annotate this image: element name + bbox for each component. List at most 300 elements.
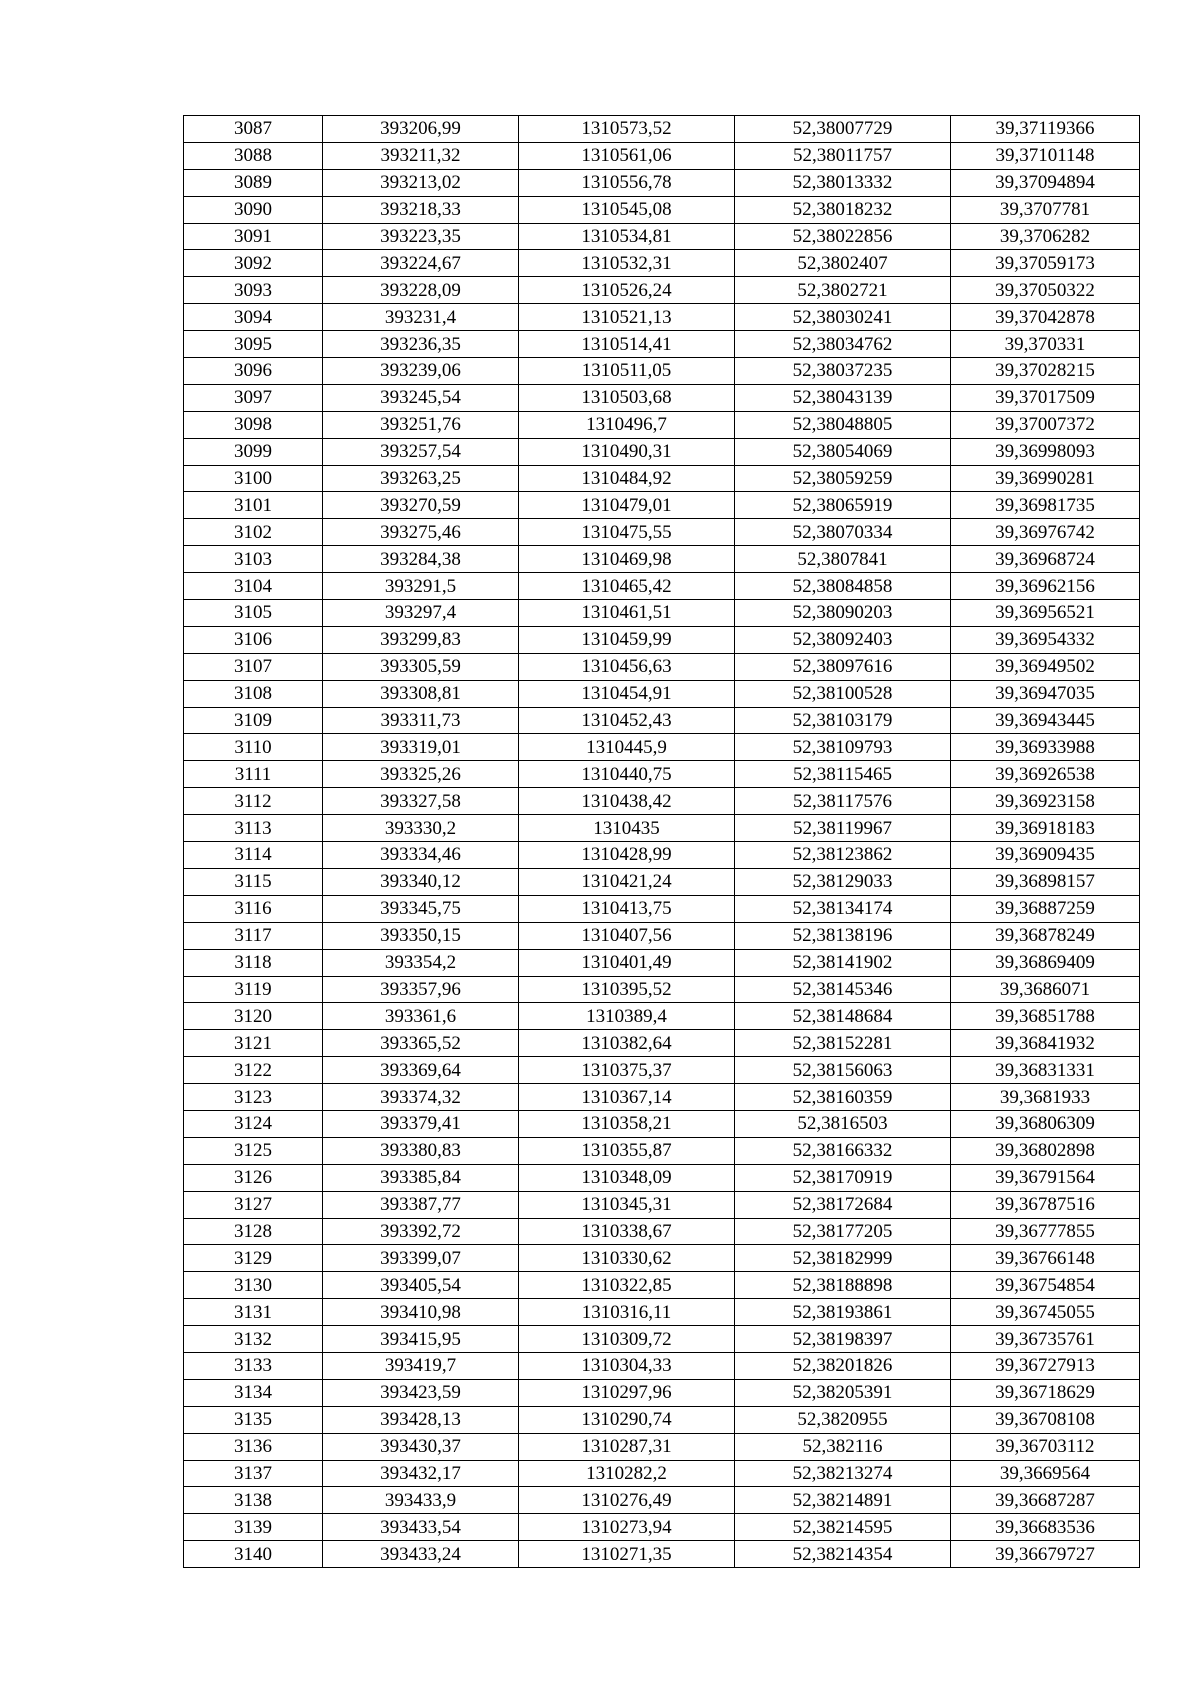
point-number-cell: 3090 — [184, 196, 323, 223]
table-row — [184, 788, 1140, 815]
point-number-cell: 3116 — [184, 895, 323, 922]
latitude-cell: 52,38193861 — [735, 1299, 951, 1326]
x-coordinate-cell: 393284,38 — [323, 546, 519, 573]
y-coordinate-cell: 1310452,43 — [519, 707, 735, 734]
x-coordinate-cell: 393228,09 — [323, 277, 519, 304]
point-number-cell: 3131 — [184, 1299, 323, 1326]
y-coordinate-cell: 1310438,42 — [519, 788, 735, 815]
longitude-cell: 39,36990281 — [951, 465, 1140, 492]
point-number-cell: 3102 — [184, 519, 323, 546]
longitude-cell: 39,36949502 — [951, 653, 1140, 680]
y-coordinate-cell: 1310545,08 — [519, 196, 735, 223]
x-coordinate-cell: 393432,17 — [323, 1460, 519, 1487]
longitude-cell: 39,3669564 — [951, 1460, 1140, 1487]
table-row — [184, 331, 1140, 358]
longitude-cell: 39,36869409 — [951, 949, 1140, 976]
x-coordinate-cell: 393211,32 — [323, 142, 519, 169]
table-row — [184, 976, 1140, 1003]
table-row — [184, 949, 1140, 976]
table-row — [184, 1272, 1140, 1299]
latitude-cell: 52,38129033 — [735, 868, 951, 895]
x-coordinate-cell: 393410,98 — [323, 1299, 519, 1326]
longitude-cell: 39,36766148 — [951, 1245, 1140, 1272]
point-number-cell: 3137 — [184, 1460, 323, 1487]
y-coordinate-cell: 1310413,75 — [519, 895, 735, 922]
longitude-cell: 39,36841932 — [951, 1030, 1140, 1057]
point-number-cell: 3096 — [184, 358, 323, 385]
latitude-cell: 52,38048805 — [735, 411, 951, 438]
latitude-cell: 52,38188898 — [735, 1272, 951, 1299]
x-coordinate-cell: 393357,96 — [323, 976, 519, 1003]
point-number-cell: 3089 — [184, 169, 323, 196]
longitude-cell: 39,36687287 — [951, 1487, 1140, 1514]
latitude-cell: 52,38145346 — [735, 976, 951, 1003]
point-number-cell: 3115 — [184, 868, 323, 895]
x-coordinate-cell: 393340,12 — [323, 868, 519, 895]
point-number-cell: 3100 — [184, 465, 323, 492]
point-number-cell: 3088 — [184, 142, 323, 169]
point-number-cell: 3122 — [184, 1057, 323, 1084]
table-row — [184, 277, 1140, 304]
coordinates-table — [183, 115, 1140, 1568]
latitude-cell: 52,3820955 — [735, 1406, 951, 1433]
point-number-cell: 3109 — [184, 707, 323, 734]
point-number-cell: 3126 — [184, 1164, 323, 1191]
longitude-cell: 39,36976742 — [951, 519, 1140, 546]
latitude-cell: 52,38084858 — [735, 573, 951, 600]
longitude-cell: 39,36981735 — [951, 492, 1140, 519]
longitude-cell: 39,36787516 — [951, 1191, 1140, 1218]
y-coordinate-cell: 1310348,09 — [519, 1164, 735, 1191]
longitude-cell: 39,36947035 — [951, 680, 1140, 707]
table-row — [184, 384, 1140, 411]
longitude-cell: 39,36851788 — [951, 1003, 1140, 1030]
latitude-cell: 52,38059259 — [735, 465, 951, 492]
longitude-cell: 39,36909435 — [951, 842, 1140, 869]
table-row — [184, 626, 1140, 653]
point-number-cell: 3134 — [184, 1379, 323, 1406]
point-number-cell: 3112 — [184, 788, 323, 815]
longitude-cell: 39,36727913 — [951, 1352, 1140, 1379]
point-number-cell: 3099 — [184, 438, 323, 465]
x-coordinate-cell: 393327,58 — [323, 788, 519, 815]
y-coordinate-cell: 1310316,11 — [519, 1299, 735, 1326]
x-coordinate-cell: 393433,9 — [323, 1487, 519, 1514]
table-row — [184, 169, 1140, 196]
latitude-cell: 52,38166332 — [735, 1137, 951, 1164]
latitude-cell: 52,38103179 — [735, 707, 951, 734]
table-row — [184, 1110, 1140, 1137]
longitude-cell: 39,36745055 — [951, 1299, 1140, 1326]
x-coordinate-cell: 393245,54 — [323, 384, 519, 411]
longitude-cell: 39,3706282 — [951, 223, 1140, 250]
longitude-cell: 39,37007372 — [951, 411, 1140, 438]
table-row — [184, 600, 1140, 627]
x-coordinate-cell: 393369,64 — [323, 1057, 519, 1084]
x-coordinate-cell: 393218,33 — [323, 196, 519, 223]
y-coordinate-cell: 1310338,67 — [519, 1218, 735, 1245]
longitude-cell: 39,36956521 — [951, 600, 1140, 627]
y-coordinate-cell: 1310435 — [519, 815, 735, 842]
point-number-cell: 3091 — [184, 223, 323, 250]
point-number-cell: 3119 — [184, 976, 323, 1003]
point-number-cell: 3135 — [184, 1406, 323, 1433]
latitude-cell: 52,38205391 — [735, 1379, 951, 1406]
point-number-cell: 3111 — [184, 761, 323, 788]
table-row — [184, 1326, 1140, 1353]
point-number-cell: 3123 — [184, 1084, 323, 1111]
x-coordinate-cell: 393354,2 — [323, 949, 519, 976]
table-row — [184, 573, 1140, 600]
latitude-cell: 52,38054069 — [735, 438, 951, 465]
latitude-cell: 52,38138196 — [735, 922, 951, 949]
latitude-cell: 52,38037235 — [735, 358, 951, 385]
latitude-cell: 52,38148684 — [735, 1003, 951, 1030]
point-number-cell: 3101 — [184, 492, 323, 519]
x-coordinate-cell: 393325,26 — [323, 761, 519, 788]
longitude-cell: 39,36887259 — [951, 895, 1140, 922]
y-coordinate-cell: 1310401,49 — [519, 949, 735, 976]
latitude-cell: 52,38100528 — [735, 680, 951, 707]
table-row — [184, 438, 1140, 465]
y-coordinate-cell: 1310469,98 — [519, 546, 735, 573]
y-coordinate-cell: 1310428,99 — [519, 842, 735, 869]
latitude-cell: 52,38018232 — [735, 196, 951, 223]
table-row — [184, 1245, 1140, 1272]
y-coordinate-cell: 1310511,05 — [519, 358, 735, 385]
y-coordinate-cell: 1310389,4 — [519, 1003, 735, 1030]
latitude-cell: 52,38013332 — [735, 169, 951, 196]
latitude-cell: 52,38160359 — [735, 1084, 951, 1111]
point-number-cell: 3105 — [184, 600, 323, 627]
longitude-cell: 39,370331 — [951, 331, 1140, 358]
point-number-cell: 3130 — [184, 1272, 323, 1299]
table-row — [184, 411, 1140, 438]
y-coordinate-cell: 1310297,96 — [519, 1379, 735, 1406]
longitude-cell: 39,37059173 — [951, 250, 1140, 277]
point-number-cell: 3125 — [184, 1137, 323, 1164]
latitude-cell: 52,38177205 — [735, 1218, 951, 1245]
table-row — [184, 1003, 1140, 1030]
y-coordinate-cell: 1310290,74 — [519, 1406, 735, 1433]
table-row — [184, 1379, 1140, 1406]
x-coordinate-cell: 393361,6 — [323, 1003, 519, 1030]
x-coordinate-cell: 393257,54 — [323, 438, 519, 465]
longitude-cell: 39,36708108 — [951, 1406, 1140, 1433]
table-row — [184, 1057, 1140, 1084]
y-coordinate-cell: 1310440,75 — [519, 761, 735, 788]
latitude-cell: 52,38043139 — [735, 384, 951, 411]
latitude-cell: 52,38170919 — [735, 1164, 951, 1191]
x-coordinate-cell: 393299,83 — [323, 626, 519, 653]
x-coordinate-cell: 393392,72 — [323, 1218, 519, 1245]
longitude-cell: 39,37050322 — [951, 277, 1140, 304]
x-coordinate-cell: 393415,95 — [323, 1326, 519, 1353]
x-coordinate-cell: 393374,32 — [323, 1084, 519, 1111]
longitude-cell: 39,36679727 — [951, 1541, 1140, 1568]
x-coordinate-cell: 393275,46 — [323, 519, 519, 546]
y-coordinate-cell: 1310287,31 — [519, 1433, 735, 1460]
x-coordinate-cell: 393345,75 — [323, 895, 519, 922]
x-coordinate-cell: 393433,54 — [323, 1514, 519, 1541]
latitude-cell: 52,38152281 — [735, 1030, 951, 1057]
longitude-cell: 39,37028215 — [951, 358, 1140, 385]
y-coordinate-cell: 1310526,24 — [519, 277, 735, 304]
x-coordinate-cell: 393430,37 — [323, 1433, 519, 1460]
longitude-cell: 39,36831331 — [951, 1057, 1140, 1084]
point-number-cell: 3092 — [184, 250, 323, 277]
latitude-cell: 52,38115465 — [735, 761, 951, 788]
latitude-cell: 52,38117576 — [735, 788, 951, 815]
table-row — [184, 116, 1140, 143]
latitude-cell: 52,38198397 — [735, 1326, 951, 1353]
point-number-cell: 3121 — [184, 1030, 323, 1057]
y-coordinate-cell: 1310322,85 — [519, 1272, 735, 1299]
point-number-cell: 3095 — [184, 331, 323, 358]
point-number-cell: 3136 — [184, 1433, 323, 1460]
x-coordinate-cell: 393380,83 — [323, 1137, 519, 1164]
longitude-cell: 39,37042878 — [951, 304, 1140, 331]
x-coordinate-cell: 393428,13 — [323, 1406, 519, 1433]
table-row — [184, 868, 1140, 895]
point-number-cell: 3098 — [184, 411, 323, 438]
point-number-cell: 3094 — [184, 304, 323, 331]
point-number-cell: 3124 — [184, 1110, 323, 1137]
latitude-cell: 52,38097616 — [735, 653, 951, 680]
y-coordinate-cell: 1310514,41 — [519, 331, 735, 358]
y-coordinate-cell: 1310479,01 — [519, 492, 735, 519]
point-number-cell: 3108 — [184, 680, 323, 707]
y-coordinate-cell: 1310503,68 — [519, 384, 735, 411]
latitude-cell: 52,38011757 — [735, 142, 951, 169]
longitude-cell: 39,36791564 — [951, 1164, 1140, 1191]
longitude-cell: 39,36754854 — [951, 1272, 1140, 1299]
point-number-cell: 3132 — [184, 1326, 323, 1353]
x-coordinate-cell: 393236,35 — [323, 331, 519, 358]
y-coordinate-cell: 1310484,92 — [519, 465, 735, 492]
table-row — [184, 922, 1140, 949]
longitude-cell: 39,36933988 — [951, 734, 1140, 761]
longitude-cell: 39,3707781 — [951, 196, 1140, 223]
table-row — [184, 546, 1140, 573]
latitude-cell: 52,38214354 — [735, 1541, 951, 1568]
latitude-cell: 52,38214595 — [735, 1514, 951, 1541]
y-coordinate-cell: 1310456,63 — [519, 653, 735, 680]
point-number-cell: 3097 — [184, 384, 323, 411]
table-row — [184, 519, 1140, 546]
x-coordinate-cell: 393334,46 — [323, 842, 519, 869]
latitude-cell: 52,38065919 — [735, 492, 951, 519]
longitude-cell: 39,37094894 — [951, 169, 1140, 196]
longitude-cell: 39,36806309 — [951, 1110, 1140, 1137]
table-row — [184, 1137, 1140, 1164]
table-row — [184, 653, 1140, 680]
point-number-cell: 3104 — [184, 573, 323, 600]
y-coordinate-cell: 1310556,78 — [519, 169, 735, 196]
latitude-cell: 52,38134174 — [735, 895, 951, 922]
x-coordinate-cell: 393291,5 — [323, 573, 519, 600]
table-row — [184, 1460, 1140, 1487]
y-coordinate-cell: 1310282,2 — [519, 1460, 735, 1487]
table-row — [184, 1030, 1140, 1057]
latitude-cell: 52,38172684 — [735, 1191, 951, 1218]
y-coordinate-cell: 1310490,31 — [519, 438, 735, 465]
x-coordinate-cell: 393330,2 — [323, 815, 519, 842]
longitude-cell: 39,36998093 — [951, 438, 1140, 465]
latitude-cell: 52,38141902 — [735, 949, 951, 976]
point-number-cell: 3103 — [184, 546, 323, 573]
x-coordinate-cell: 393239,06 — [323, 358, 519, 385]
point-number-cell: 3138 — [184, 1487, 323, 1514]
x-coordinate-cell: 393423,59 — [323, 1379, 519, 1406]
point-number-cell: 3140 — [184, 1541, 323, 1568]
latitude-cell: 52,38156063 — [735, 1057, 951, 1084]
y-coordinate-cell: 1310573,52 — [519, 116, 735, 143]
latitude-cell: 52,38034762 — [735, 331, 951, 358]
table-row — [184, 1406, 1140, 1433]
y-coordinate-cell: 1310496,7 — [519, 411, 735, 438]
table-row — [184, 895, 1140, 922]
point-number-cell: 3107 — [184, 653, 323, 680]
table-row — [184, 1084, 1140, 1111]
table-row — [184, 223, 1140, 250]
longitude-cell: 39,36918183 — [951, 815, 1140, 842]
table-row — [184, 680, 1140, 707]
longitude-cell: 39,36777855 — [951, 1218, 1140, 1245]
point-number-cell: 3087 — [184, 116, 323, 143]
latitude-cell: 52,38090203 — [735, 600, 951, 627]
x-coordinate-cell: 393224,67 — [323, 250, 519, 277]
x-coordinate-cell: 393405,54 — [323, 1272, 519, 1299]
table-row — [184, 1218, 1140, 1245]
y-coordinate-cell: 1310534,81 — [519, 223, 735, 250]
x-coordinate-cell: 393231,4 — [323, 304, 519, 331]
x-coordinate-cell: 393379,41 — [323, 1110, 519, 1137]
point-number-cell: 3129 — [184, 1245, 323, 1272]
longitude-cell: 39,36943445 — [951, 707, 1140, 734]
longitude-cell: 39,36962156 — [951, 573, 1140, 600]
latitude-cell: 52,38109793 — [735, 734, 951, 761]
latitude-cell: 52,3816503 — [735, 1110, 951, 1137]
latitude-cell: 52,38214891 — [735, 1487, 951, 1514]
latitude-cell: 52,38022856 — [735, 223, 951, 250]
y-coordinate-cell: 1310358,21 — [519, 1110, 735, 1137]
y-coordinate-cell: 1310454,91 — [519, 680, 735, 707]
y-coordinate-cell: 1310271,35 — [519, 1541, 735, 1568]
point-number-cell: 3133 — [184, 1352, 323, 1379]
table-row — [184, 1514, 1140, 1541]
longitude-cell: 39,37119366 — [951, 116, 1140, 143]
y-coordinate-cell: 1310421,24 — [519, 868, 735, 895]
x-coordinate-cell: 393311,73 — [323, 707, 519, 734]
y-coordinate-cell: 1310330,62 — [519, 1245, 735, 1272]
longitude-cell: 39,36735761 — [951, 1326, 1140, 1353]
point-number-cell: 3120 — [184, 1003, 323, 1030]
point-number-cell: 3128 — [184, 1218, 323, 1245]
y-coordinate-cell: 1310532,31 — [519, 250, 735, 277]
table-row — [184, 707, 1140, 734]
longitude-cell: 39,36923158 — [951, 788, 1140, 815]
table-row — [184, 492, 1140, 519]
coordinates-table-body — [184, 116, 1140, 1568]
table-row — [184, 1541, 1140, 1568]
x-coordinate-cell: 393297,4 — [323, 600, 519, 627]
table-row — [184, 1299, 1140, 1326]
x-coordinate-cell: 393385,84 — [323, 1164, 519, 1191]
longitude-cell: 39,3681933 — [951, 1084, 1140, 1111]
point-number-cell: 3117 — [184, 922, 323, 949]
y-coordinate-cell: 1310407,56 — [519, 922, 735, 949]
table-row — [184, 734, 1140, 761]
table-row — [184, 196, 1140, 223]
x-coordinate-cell: 393270,59 — [323, 492, 519, 519]
y-coordinate-cell: 1310475,55 — [519, 519, 735, 546]
point-number-cell: 3114 — [184, 842, 323, 869]
y-coordinate-cell: 1310521,13 — [519, 304, 735, 331]
point-number-cell: 3093 — [184, 277, 323, 304]
latitude-cell: 52,38213274 — [735, 1460, 951, 1487]
point-number-cell: 3139 — [184, 1514, 323, 1541]
x-coordinate-cell: 393433,24 — [323, 1541, 519, 1568]
point-number-cell: 3110 — [184, 734, 323, 761]
table-row — [184, 1164, 1140, 1191]
y-coordinate-cell: 1310304,33 — [519, 1352, 735, 1379]
point-number-cell: 3106 — [184, 626, 323, 653]
x-coordinate-cell: 393399,07 — [323, 1245, 519, 1272]
longitude-cell: 39,36926538 — [951, 761, 1140, 788]
table-row — [184, 842, 1140, 869]
latitude-cell: 52,38092403 — [735, 626, 951, 653]
longitude-cell: 39,36968724 — [951, 546, 1140, 573]
table-row — [184, 465, 1140, 492]
x-coordinate-cell: 393206,99 — [323, 116, 519, 143]
y-coordinate-cell: 1310355,87 — [519, 1137, 735, 1164]
y-coordinate-cell: 1310375,37 — [519, 1057, 735, 1084]
x-coordinate-cell: 393350,15 — [323, 922, 519, 949]
latitude-cell: 52,38123862 — [735, 842, 951, 869]
table-row — [184, 304, 1140, 331]
table-row — [184, 142, 1140, 169]
y-coordinate-cell: 1310382,64 — [519, 1030, 735, 1057]
y-coordinate-cell: 1310276,49 — [519, 1487, 735, 1514]
longitude-cell: 39,36878249 — [951, 922, 1140, 949]
latitude-cell: 52,38182999 — [735, 1245, 951, 1272]
y-coordinate-cell: 1310465,42 — [519, 573, 735, 600]
point-number-cell: 3127 — [184, 1191, 323, 1218]
latitude-cell: 52,38007729 — [735, 116, 951, 143]
latitude-cell: 52,38119967 — [735, 815, 951, 842]
longitude-cell: 39,36703112 — [951, 1433, 1140, 1460]
longitude-cell: 39,36954332 — [951, 626, 1140, 653]
x-coordinate-cell: 393419,7 — [323, 1352, 519, 1379]
y-coordinate-cell: 1310461,51 — [519, 600, 735, 627]
x-coordinate-cell: 393251,76 — [323, 411, 519, 438]
x-coordinate-cell: 393223,35 — [323, 223, 519, 250]
y-coordinate-cell: 1310395,52 — [519, 976, 735, 1003]
table-row — [184, 1352, 1140, 1379]
latitude-cell: 52,3807841 — [735, 546, 951, 573]
latitude-cell: 52,38030241 — [735, 304, 951, 331]
x-coordinate-cell: 393319,01 — [323, 734, 519, 761]
x-coordinate-cell: 393387,77 — [323, 1191, 519, 1218]
x-coordinate-cell: 393213,02 — [323, 169, 519, 196]
table-row — [184, 358, 1140, 385]
x-coordinate-cell: 393308,81 — [323, 680, 519, 707]
y-coordinate-cell: 1310345,31 — [519, 1191, 735, 1218]
longitude-cell: 39,3686071 — [951, 976, 1140, 1003]
table-row — [184, 815, 1140, 842]
longitude-cell: 39,36718629 — [951, 1379, 1140, 1406]
